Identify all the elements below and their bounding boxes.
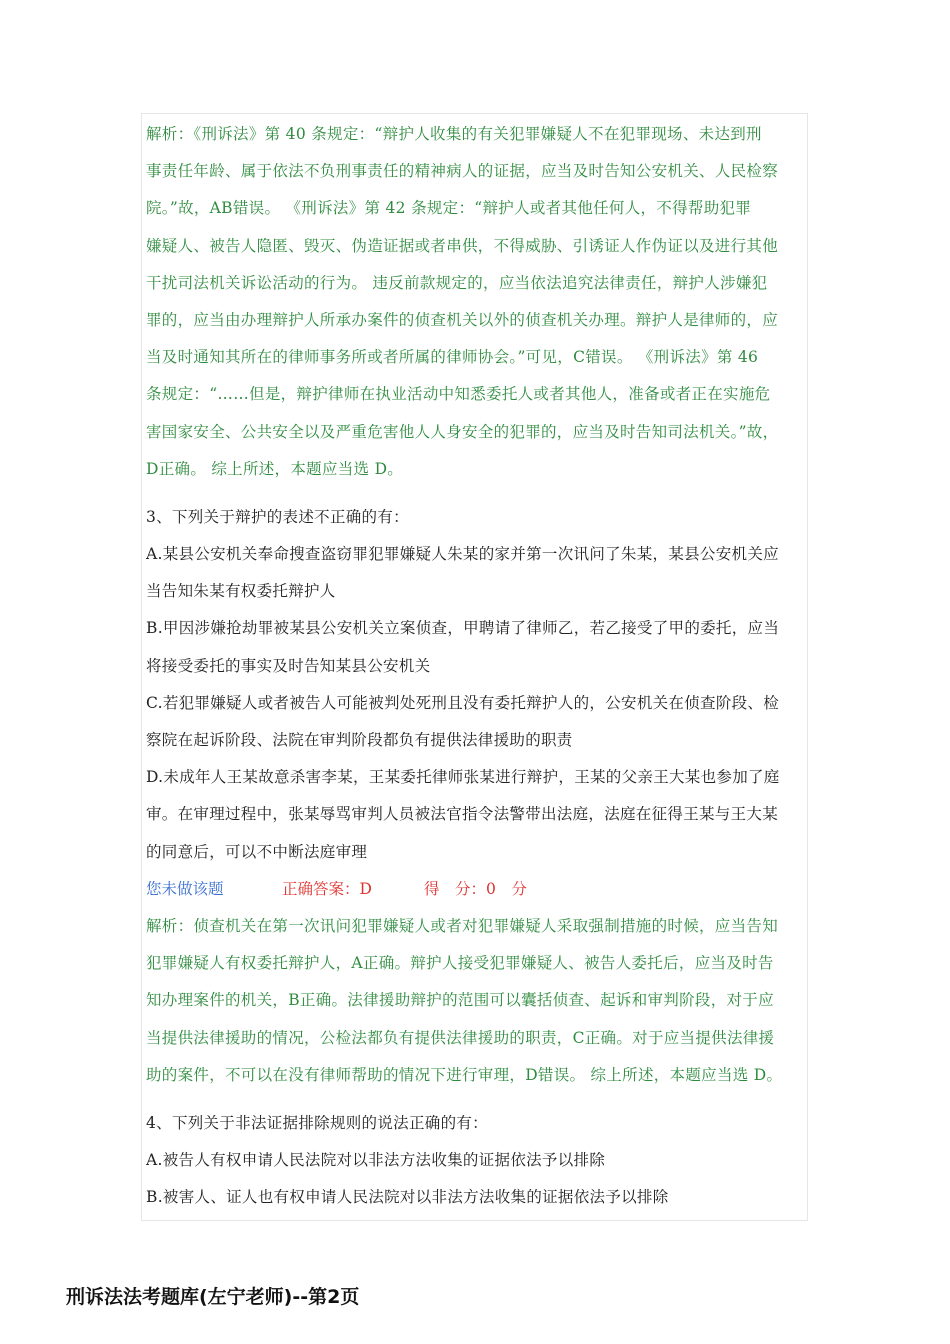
q2-analysis	[146, 116, 806, 488]
question-4	[146, 1105, 806, 1217]
analysis-line: 院。”故，AB错误。 《刑诉法》第 42 条规定：“辩护人或者其他任何人，不得帮助犯罪	[146, 199, 752, 218]
option-line[interactable]: 当告知朱某有权委托辩护人	[146, 582, 336, 601]
analysis-line: D正确。 综上所述，本题应当选 D。	[146, 459, 404, 478]
option-line[interactable]: C.若犯罪嫌疑人或者被告人可能被判处死刑且没有委托辩护人的，公安机关在侦查阶段、检	[146, 693, 780, 712]
analysis-line: 当及时通知其所在的律师事务所或者所属的律师协会。”可见，C错误。 《刑诉法》第 46	[146, 348, 759, 367]
analysis-line: 助的案件，不可以在没有律师帮助的情况下进行审理，D错误。 综上所述，本题应当选 D。	[146, 1065, 783, 1084]
analysis-line: 条规定：“……但是，辩护律师在执业活动中知悉委托人或者其他人，准备或者正在实施危	[146, 385, 771, 404]
analysis-line: 知办理案件的机关，B正确。法律援助辩护的范围可以囊括侦查、起诉和审判阶段，对于应	[146, 991, 774, 1010]
analysis-line: 干扰司法机关诉讼活动的行为。 违反前款规定的，应当依法追究法律责任，辩护人涉嫌犯	[146, 273, 768, 292]
question-3	[146, 499, 806, 1094]
option-line[interactable]: D.未成年人王某故意杀害李某，王某委托律师张某进行辩护，王某的父亲王大某也参加了庭	[146, 768, 780, 787]
correct-answer-label: 正确答案：D	[282, 879, 372, 898]
page-footer: 刑诉法法考题库(左宁老师)--第2页	[66, 1286, 360, 1308]
answer-status-row	[146, 871, 806, 908]
option-line[interactable]: B.被害人、证人也有权申请人民法院对以非法方法收集的证据依法予以排除	[146, 1188, 669, 1207]
analysis-line: 罪的，应当由办理辩护人所承办案件的侦查机关以外的侦查机关办理。辩护人是律师的，应	[146, 310, 779, 329]
score-label: 得 分：0 分	[424, 879, 527, 898]
analysis-line: 解析：《刑诉法》第 40 条规定：“辩护人收集的有关犯罪嫌疑人不在犯罪现场、未达到刑	[146, 125, 762, 143]
document-content	[146, 116, 806, 1216]
question-title: 4、下列关于非法证据排除规则的说法正确的有：	[146, 1113, 488, 1132]
analysis-line: 犯罪嫌疑人有权委托辩护人，A正确。辩护人接受犯罪嫌疑人、被告人委托后，应当及时告	[146, 954, 774, 973]
not-answered-label: 您未做该题	[146, 879, 224, 898]
option-line[interactable]: A.某县公安机关奉命搜查盗窃罪犯罪嫌疑人朱某的家并第一次讯问了朱某，某县公安机关应	[146, 545, 779, 564]
analysis-line: 嫌疑人、被告人隐匿、毁灭、伪造证据或者串供，不得威胁、引诱证人作伪证以及进行其他	[146, 236, 779, 255]
option-line[interactable]: A.被告人有权申请人民法院对以非法方法收集的证据依法予以排除	[146, 1151, 606, 1170]
option-line[interactable]: 察院在起诉阶段、法院在审判阶段都负有提供法律援助的职责	[146, 731, 573, 749]
option-line[interactable]: 的同意后，可以不中断法庭审理	[146, 842, 368, 861]
option-line[interactable]: B.甲因涉嫌抢劫罪被某县公安机关立案侦查，甲聘请了律师乙，若乙接受了甲的委托，应当	[146, 619, 780, 638]
analysis-line: 事责任年龄、属于依法不负刑事责任的精神病人的证据，应当及时告知公安机关、人民检察	[146, 162, 779, 181]
question-title: 3、下列关于辩护的表述不正确的有：	[146, 507, 409, 526]
analysis-line: 解析：侦查机关在第一次讯问犯罪嫌疑人或者对犯罪嫌疑人采取强制措施的时候，应当告知	[146, 916, 779, 935]
analysis-line: 害国家安全、公共安全以及严重危害他人人身安全的犯罪的，应当及时告知司法机关。”故，	[146, 422, 779, 441]
option-line[interactable]: 将接受委托的事实及时告知某县公安机关	[146, 656, 431, 675]
analysis-line: 当提供法律援助的情况，公检法都负有提供法律援助的职责，C正确。对于应当提供法律援	[146, 1028, 775, 1047]
option-line[interactable]: 审。在审理过程中，张某辱骂审判人员被法官指令法警带出法庭，法庭在征得王某与王大某	[146, 805, 779, 824]
